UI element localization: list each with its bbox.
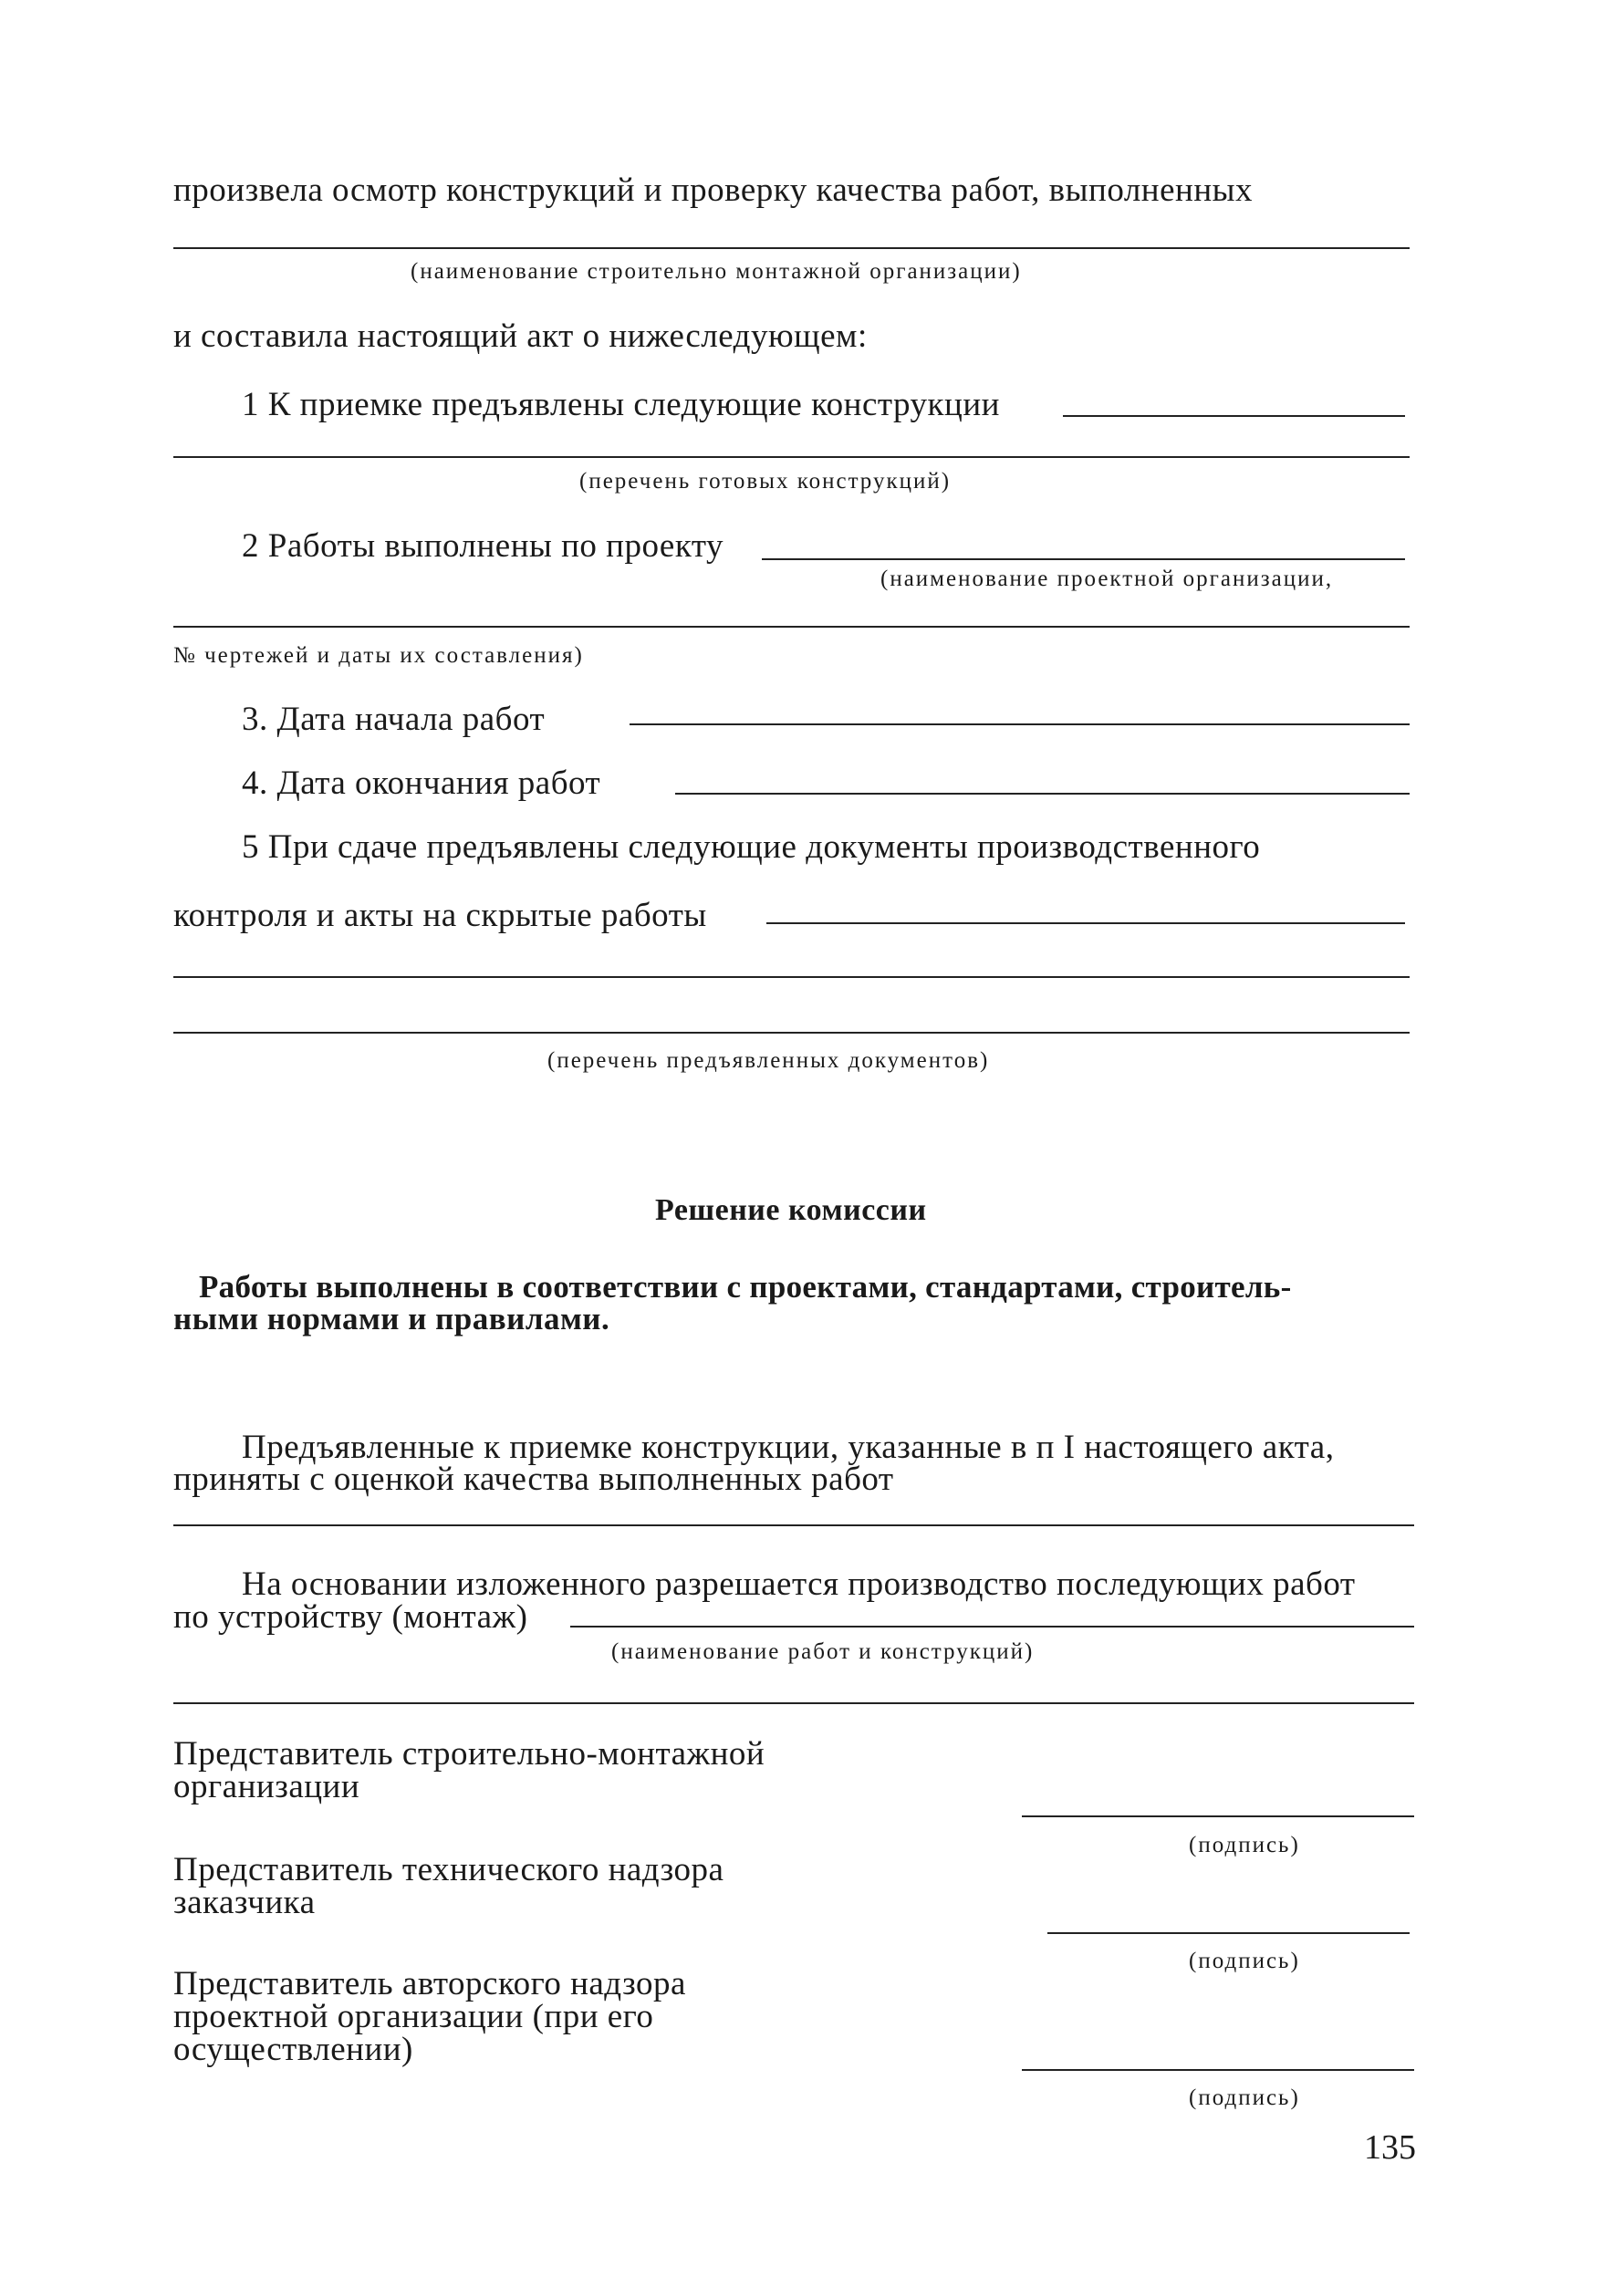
signature-block-designer — [173, 1965, 686, 2068]
accepted-line-1: Предъявленные к приемке конструкции, указанные в п I настоящего акта, — [242, 1429, 1335, 1466]
item-5-caption: (перечень предъявленных документов) — [547, 1048, 990, 1073]
signature-block-client — [173, 1851, 724, 1921]
item-5-line-a: 5 При сдаче предъявлены следующие документы производственного — [242, 828, 1261, 866]
signature-line-contractor[interactable] — [1022, 1815, 1414, 1817]
item-1-caption: (перечень готовых конструкций) — [579, 469, 952, 494]
allowed-line-2: по устройству (монтаж) — [173, 1598, 528, 1636]
item-2-field-line-b[interactable] — [173, 626, 1410, 628]
decision-statement-line-2: ными нормами и правилами. — [173, 1301, 610, 1336]
item-1-text: 1 К приемке предъявлены следующие конструкции — [242, 386, 1000, 423]
item-5-field-line-b[interactable] — [173, 976, 1410, 978]
page-number: 135 — [1364, 2128, 1416, 2167]
item-2-text: 2 Работы выполнены по проекту — [242, 527, 724, 565]
next-works-field-line-a[interactable] — [570, 1626, 1414, 1628]
item-2-field-line-a[interactable] — [762, 558, 1405, 560]
item-2-caption-a: (наименование проектной организации, — [880, 567, 1334, 591]
intro-line-2: и составила настоящий акт о нижеследующем: — [173, 317, 868, 355]
item-4-text: 4. Дата окончания работ — [242, 764, 601, 802]
signature-role-line-2: организации — [173, 1768, 360, 1805]
signature-role-line-2: заказчика — [173, 1884, 316, 1921]
item-5-field-line-c[interactable] — [173, 1032, 1410, 1034]
item-5-line-b: контроля и акты на скрытые работы — [173, 897, 707, 934]
item-1-field-line-a[interactable] — [1063, 415, 1405, 417]
item-5-field-line-a[interactable] — [766, 922, 1405, 924]
org-name-field-line[interactable] — [173, 247, 1410, 249]
start-date-field-line[interactable] — [630, 723, 1410, 725]
signature-caption-designer: (подпись) — [1189, 2085, 1300, 2110]
accepted-line-2: приняты с оценкой качества выполненных работ — [173, 1461, 894, 1498]
item-2-caption-b: № чертежей и даты их составления) — [173, 643, 584, 668]
signature-caption-contractor: (подпись) — [1189, 1833, 1300, 1857]
signature-line-designer[interactable] — [1022, 2069, 1414, 2071]
allowed-line-1: На основании изложенного разрешается производство последующих работ — [242, 1565, 1356, 1603]
signature-role-line-2: проектной организации (при его — [173, 1998, 654, 2035]
next-works-caption: (наименование работ и конструкций) — [611, 1639, 1035, 1664]
org-name-caption: (наименование строительно монтажной организации) — [411, 259, 1022, 284]
decision-statement-line-1: Работы выполнены в соответствии с проектами, стандартами, строитель- — [199, 1269, 1292, 1305]
item-3-text: 3. Дата начала работ — [242, 701, 546, 738]
signature-role-line-1: Представитель строительно-монтажной — [173, 1735, 765, 1773]
signature-caption-client: (подпись) — [1189, 1949, 1300, 1973]
signature-role-line-1: Представитель технического надзора — [173, 1851, 724, 1888]
signature-role-line-3: осуществлении) — [173, 2031, 413, 2068]
end-date-field-line[interactable] — [675, 793, 1410, 795]
quality-assessment-field-line[interactable] — [173, 1524, 1414, 1526]
decision-heading: Решение комиссии — [655, 1193, 927, 1227]
signature-line-client[interactable] — [1047, 1932, 1410, 1934]
signature-block-contractor — [173, 1735, 765, 1805]
item-1-field-line-b[interactable] — [173, 456, 1410, 458]
next-works-field-line-b[interactable] — [173, 1702, 1414, 1704]
intro-line-1: произвела осмотр конструкций и проверку качества работ, выполненных — [173, 172, 1253, 209]
signature-role-line-1: Представитель авторского надзора — [173, 1965, 686, 2002]
